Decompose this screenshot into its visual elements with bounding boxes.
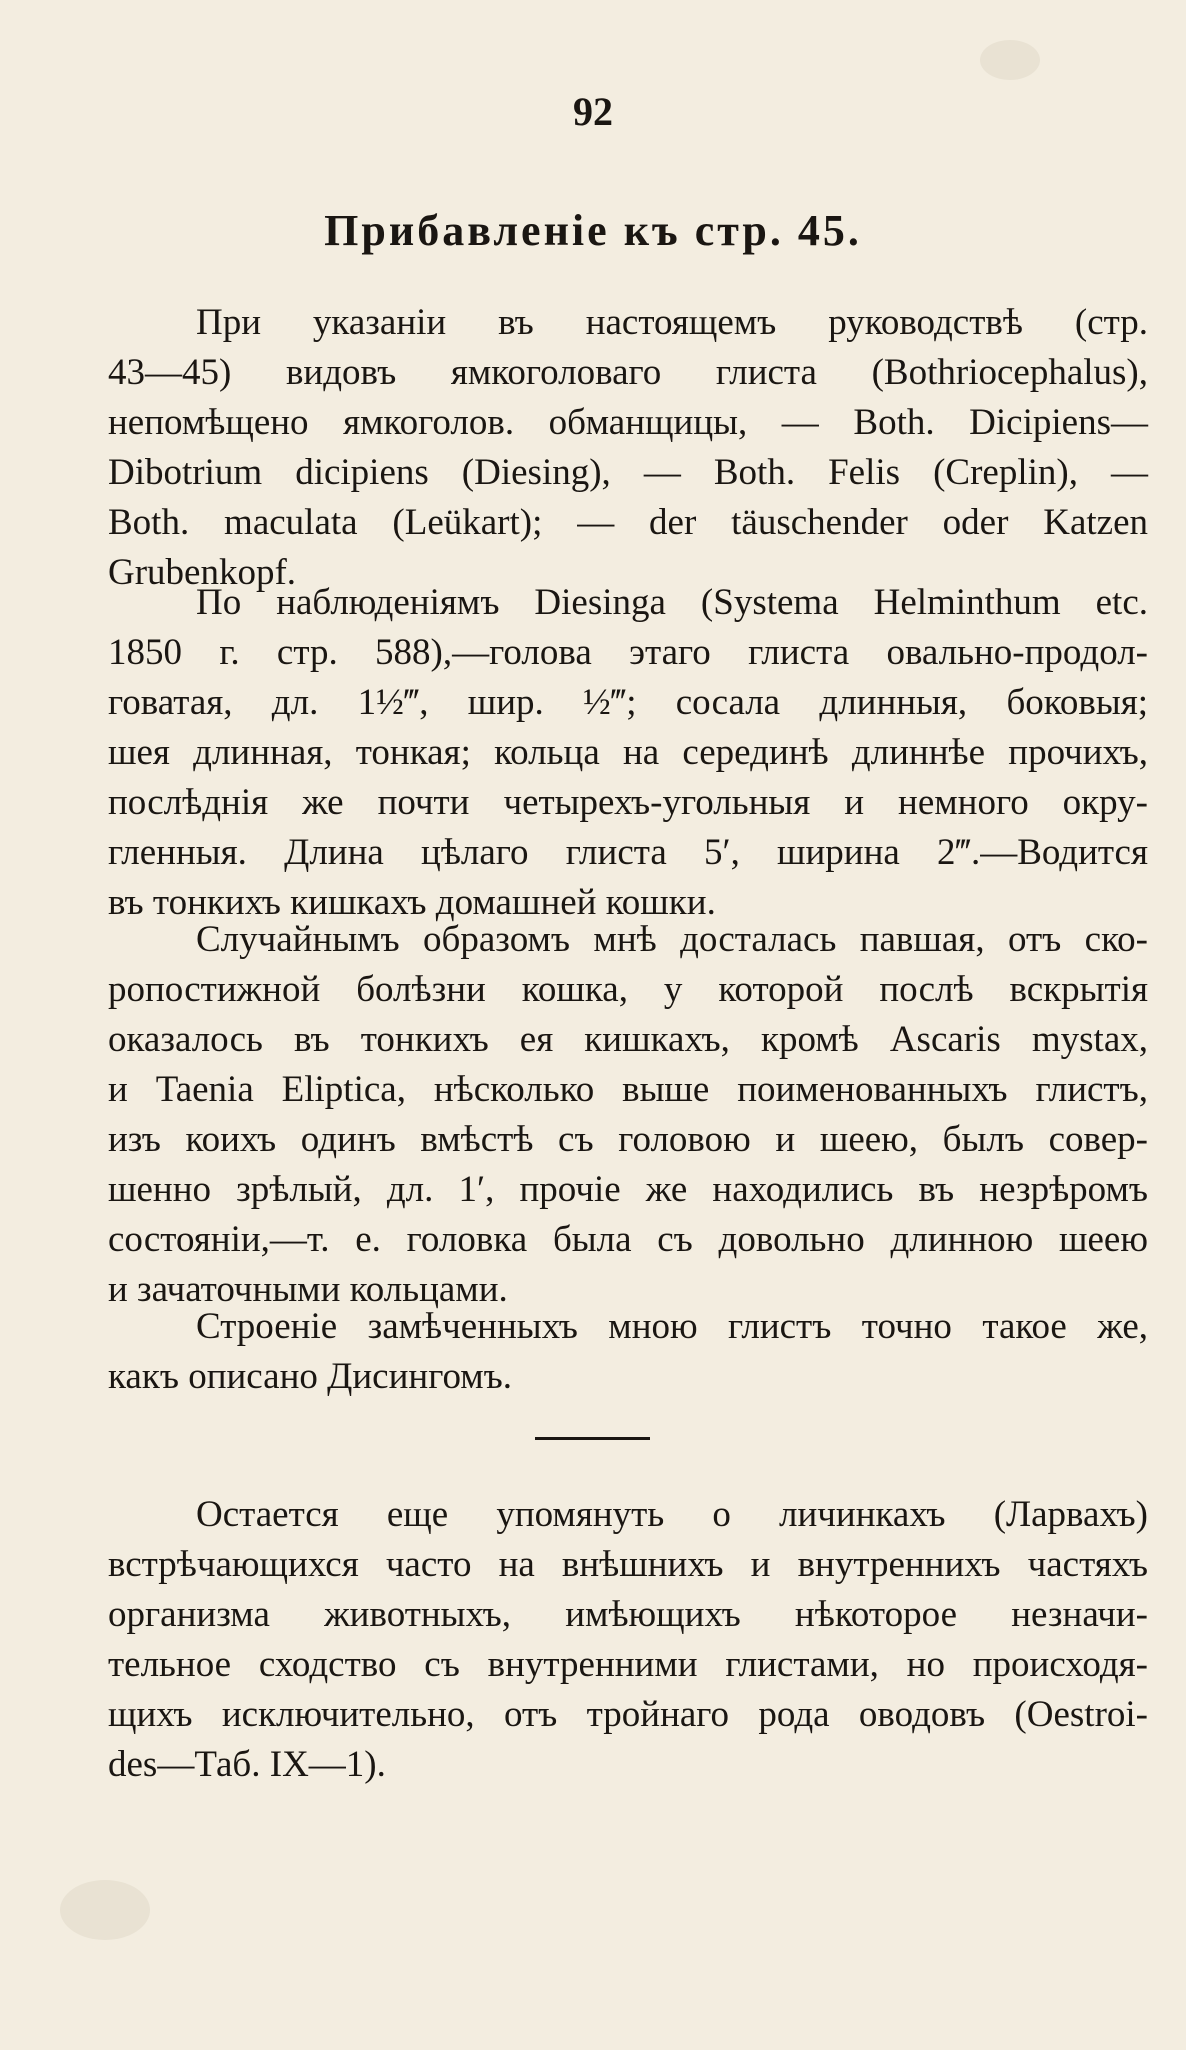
paper-stain <box>60 1880 150 1940</box>
text-line: шенно зрѣлый, дл. 1′, прочіе же находились въ незрѣромъ <box>108 1169 1148 1210</box>
paragraph-3 <box>108 915 1148 1315</box>
text-line: 43—45) видовъ ямкоголоваго глиста (Bothriocephalus), <box>108 352 1148 393</box>
paper-stain <box>980 40 1040 80</box>
text-line: организма животныхъ, имѣющихъ нѣкоторое незначи- <box>108 1594 1148 1635</box>
text-line: гленныя. Длина цѣлаго глиста 5′, ширина 2‴.—Водится <box>108 832 1148 873</box>
text-line: и Taenia Eliptica, нѣсколько выше поименованныхъ глистъ, <box>108 1069 1148 1110</box>
text-line: говатая, дл. 1½‴, шир. ½‴; сосала длинныя, боковыя; <box>108 682 1148 723</box>
text-line: непомѣщено ямкоголов. обманщицы, — Both. Dicipiens— <box>108 402 1148 443</box>
paragraph-2 <box>108 578 1148 928</box>
paragraph-5 <box>108 1490 1148 1790</box>
text-line: послѣднія же почти четырехъ-угольныя и немного окру- <box>108 782 1148 823</box>
text-line: ропостижной болѣзни кошка, у которой послѣ вскрытія <box>108 969 1148 1010</box>
text-line: состояніи,—т. е. головка была съ довольно длинною шеею <box>108 1219 1148 1260</box>
text-line: Both. maculata (Leükart); — der täuschender oder Katzen <box>108 502 1148 543</box>
section-heading: Прибавленіе къ стр. 45. <box>324 206 862 255</box>
text-line: По наблюденіямъ Diesinga (Systema Helminthum etc. <box>196 582 1148 623</box>
text-line: шея длинная, тонкая; кольца на серединѣ длиннѣе прочихъ, <box>108 732 1148 773</box>
text-line: Dibotrium dicipiens (Diesing), — Both. Felis (Creplin), — <box>108 452 1148 493</box>
text-line: Строеніе замѣченныхъ мною глистъ точно такое же, <box>196 1306 1148 1347</box>
text-line: При указаніи въ настоящемъ руководствѣ (стр. <box>196 302 1148 343</box>
text-line: des—Таб. IX—1). <box>108 1744 386 1785</box>
text-line: Случайнымъ образомъ мнѣ досталась павшая, отъ ско- <box>196 919 1148 960</box>
text-line: и зачаточными кольцами. <box>108 1269 508 1310</box>
text-line: Grubenkopf. <box>108 552 297 593</box>
text-line: встрѣчающихся часто на внѣшнихъ и внутреннихъ частяхъ <box>108 1544 1148 1585</box>
text-line: въ тонкихъ кишкахъ домашней кошки. <box>108 882 716 923</box>
text-line: изъ коихъ одинъ вмѣстѣ съ головою и шеею, былъ совер- <box>108 1119 1148 1160</box>
text-line: тельное сходство съ внутренними глистами, но происходя- <box>108 1644 1148 1685</box>
text-line: 1850 г. стр. 588),—голова этаго глиста овально-продол- <box>108 632 1148 673</box>
section-divider <box>535 1437 650 1440</box>
text-line: Остается еще упомянуть о личинкахъ (Ларвахъ) <box>196 1494 1148 1535</box>
paragraph-4 <box>108 1302 1148 1402</box>
text-line: какъ описано Дисингомъ. <box>108 1356 513 1397</box>
paragraph-1 <box>108 298 1148 598</box>
text-line: оказалось въ тонкихъ ея кишкахъ, кромѣ Ascaris mystax, <box>108 1019 1148 1060</box>
page-number: 92 <box>573 89 613 134</box>
text-line: щихъ исключительно, отъ тройнаго рода оводовъ (Oestroi- <box>108 1694 1148 1735</box>
